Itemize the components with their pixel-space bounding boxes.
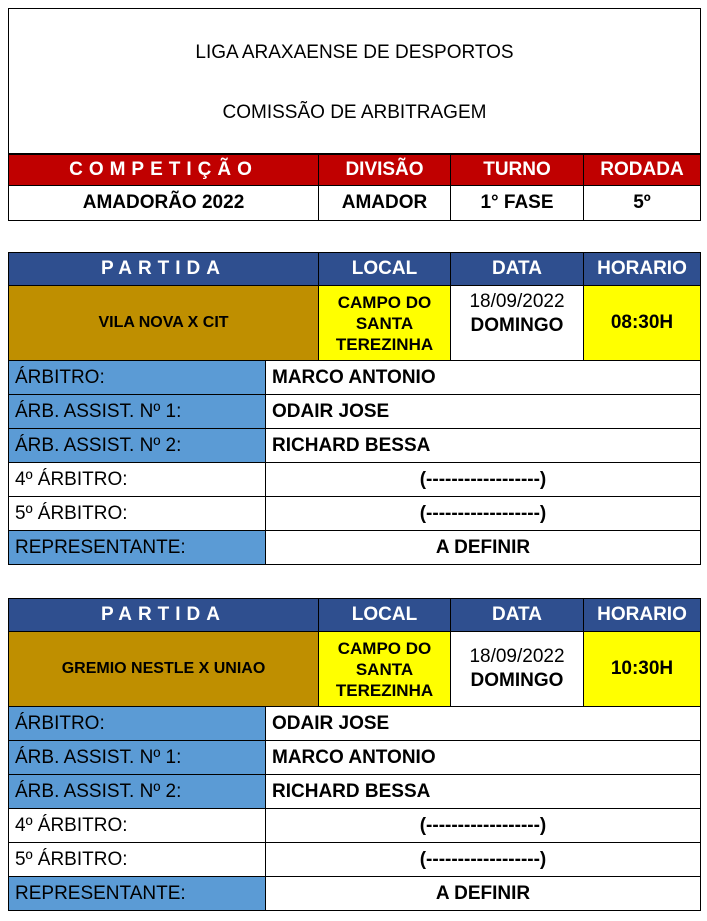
match-teams: VILA NOVA X CIT [8,285,319,361]
division-value: AMADOR [318,185,451,221]
fifth-referee-value: (------------------) [265,842,701,877]
assistant-2-label: ÁRB. ASSIST. Nº 2: [8,774,266,809]
date-value: 18/09/2022 [469,646,565,667]
date-header: DATA [450,598,584,632]
fifth-referee-label: 5º ÁRBITRO: [8,496,266,531]
round-header: RODADA [583,154,701,186]
date-header: DATA [450,252,584,286]
representative-value: A DEFINIR [265,530,701,565]
match-local [318,631,451,707]
fourth-referee-value: (------------------) [265,808,701,843]
assistant-2-value: RICHARD BESSA [265,774,701,809]
commission-title: COMISSÃO DE ARBITRAGEM [222,102,487,123]
match-date [450,285,584,361]
local-line-1: CAMPO DO [337,638,432,658]
referee-label: ÁRBITRO: [8,706,266,741]
referee-value: MARCO ANTONIO [265,360,701,395]
match-time: 10:30H [583,631,701,707]
match-teams: GREMIO NESTLE X UNIAO [8,631,319,707]
time-header: HORARIO [583,252,701,286]
weekday-value: DOMINGO [470,670,564,691]
local-line-3: TEREZINHA [335,680,434,700]
assistant-1-value: MARCO ANTONIO [265,740,701,775]
match-date [450,631,584,707]
fourth-referee-value: (------------------) [265,462,701,497]
date-value: 18/09/2022 [469,291,565,312]
division-header: DIVISÃO [318,154,451,186]
representative-label: REPRESENTANTE: [8,876,266,911]
local-header: LOCAL [318,598,451,632]
match-header: PARTIDA [8,598,319,632]
header-box [8,8,701,154]
fourth-referee-label: 4º ÁRBITRO: [8,462,266,497]
assistant-2-label: ÁRB. ASSIST. Nº 2: [8,428,266,463]
representative-label: REPRESENTANTE: [8,530,266,565]
local-line-1: CAMPO DO [337,292,432,312]
league-title: LIGA ARAXAENSE DE DESPORTOS [195,42,514,63]
referee-label: ÁRBITRO: [8,360,266,395]
local-line-3: TEREZINHA [335,334,434,354]
fifth-referee-label: 5º ÁRBITRO: [8,842,266,877]
referee-value: ODAIR JOSE [265,706,701,741]
match-local [318,285,451,361]
fifth-referee-value: (------------------) [265,496,701,531]
fourth-referee-label: 4º ÁRBITRO: [8,808,266,843]
assistant-1-label: ÁRB. ASSIST. Nº 1: [8,394,266,429]
turn-header: TURNO [450,154,584,186]
round-value: 5º [583,185,701,221]
match-header: PARTIDA [8,252,319,286]
representative-value: A DEFINIR [265,876,701,911]
turn-value: 1° FASE [450,185,584,221]
competition-value: AMADORÃO 2022 [8,185,319,221]
local-line-2: SANTA [355,313,414,333]
weekday-value: DOMINGO [470,315,564,336]
local-line-2: SANTA [355,659,414,679]
assistant-2-value: RICHARD BESSA [265,428,701,463]
competition-header: COMPETIÇÃO [8,154,319,186]
time-header: HORARIO [583,598,701,632]
local-header: LOCAL [318,252,451,286]
match-time: 08:30H [583,285,701,361]
assistant-1-value: ODAIR JOSE [265,394,701,429]
assistant-1-label: ÁRB. ASSIST. Nº 1: [8,740,266,775]
